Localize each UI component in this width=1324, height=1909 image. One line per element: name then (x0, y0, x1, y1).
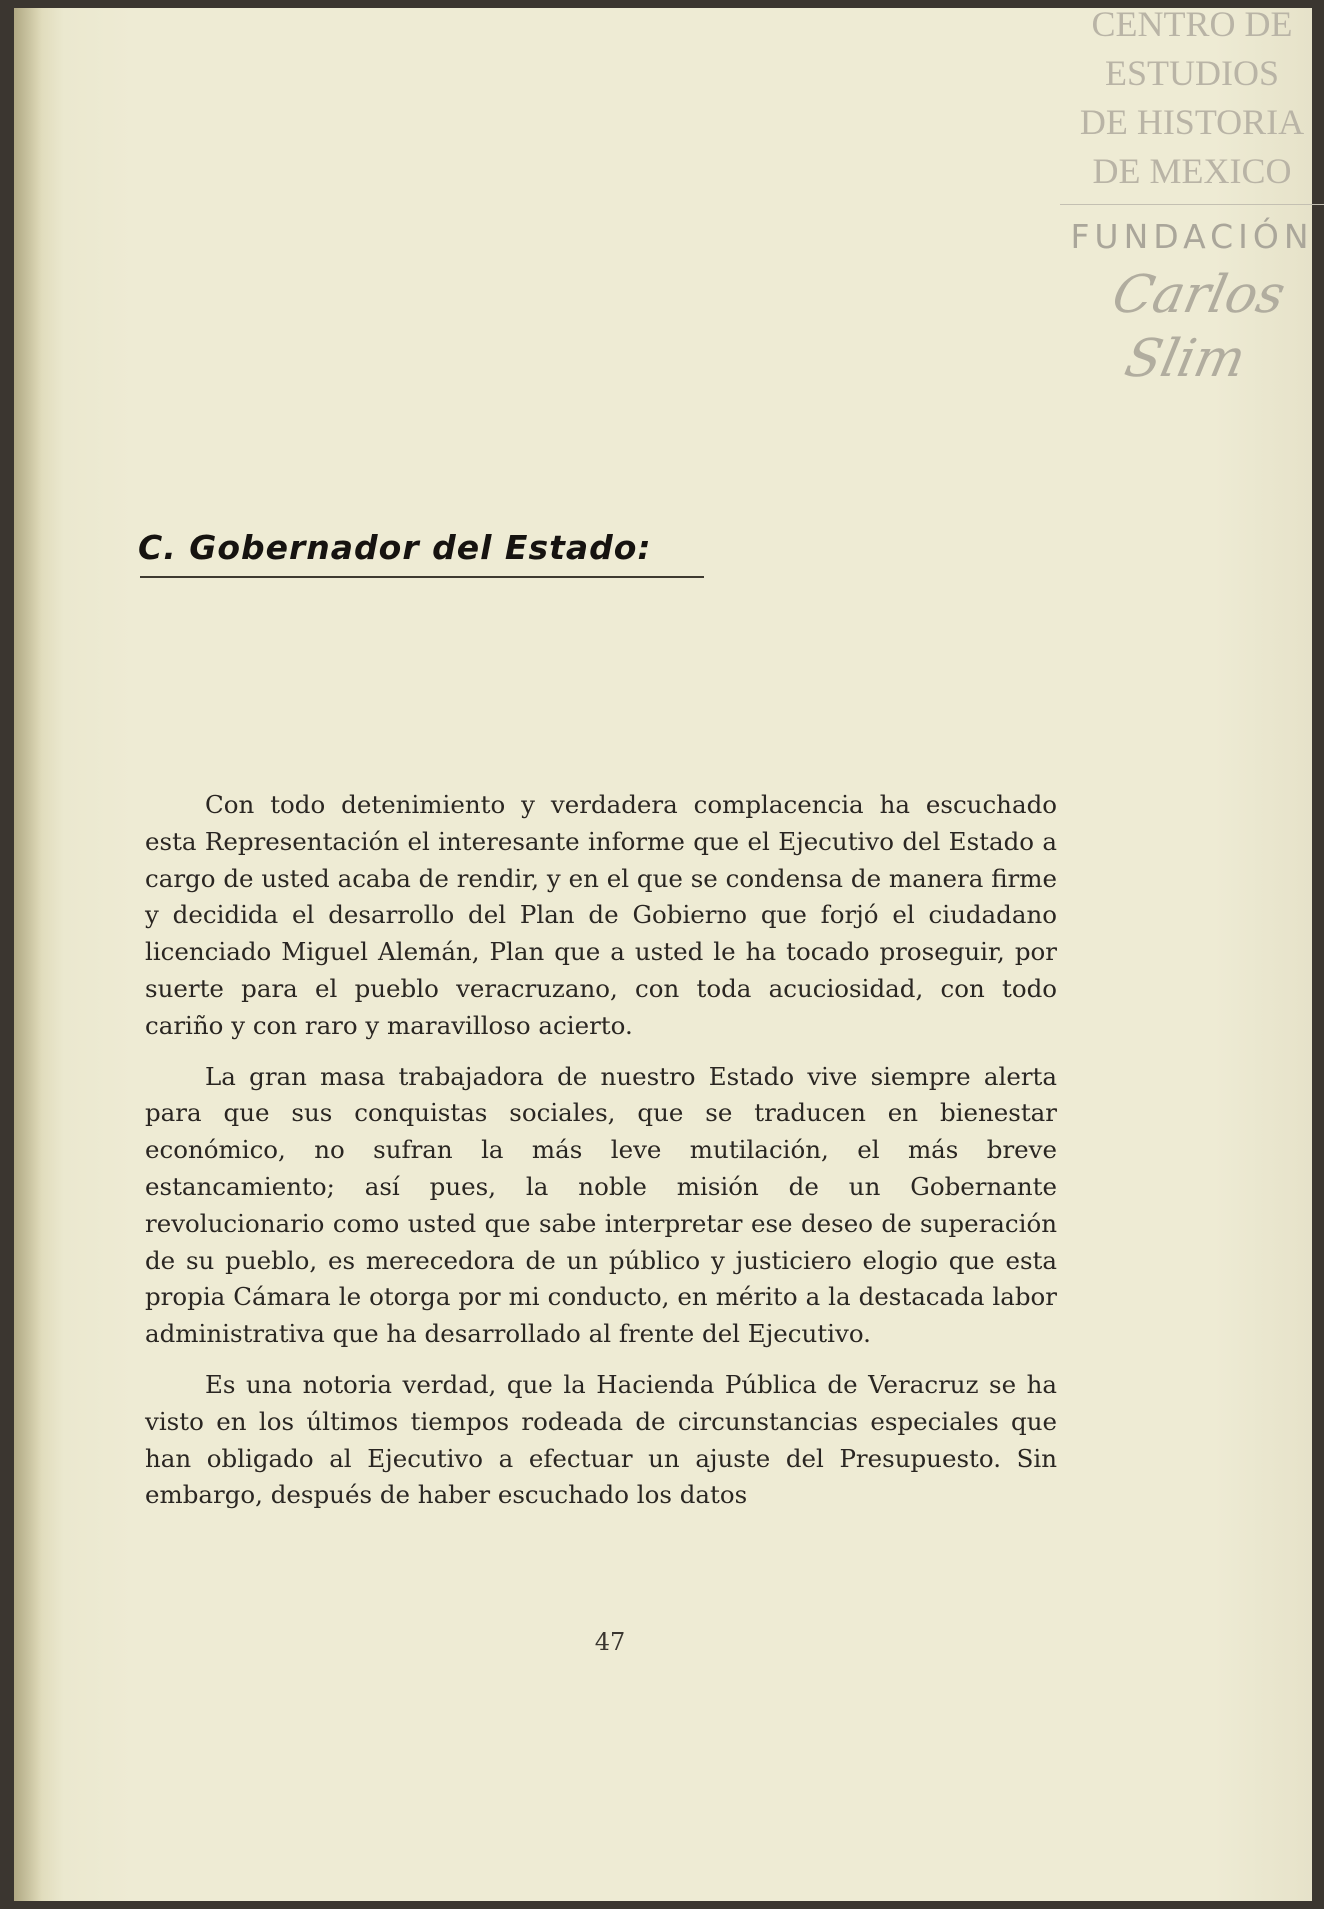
paragraph: Es una notoria verdad, que la Hacienda Pública de Veracruz se ha visto en los últimos tiempos rodeada de circunstancias especiales que han obligado al Ejecutivo a efectuar un ajuste del Presupuesto. Sin embargo, después de haber escuchado los datos (145, 1369, 1057, 1510)
watermark-line: ESTUDIOS (1104, 53, 1279, 93)
watermark-signature: Carlos Slim (1107, 265, 1291, 389)
section-heading: C. Gobernador del Estado: (138, 528, 652, 567)
watermark-line: CENTRO DE (1091, 4, 1293, 44)
watermark-foundation: FUNDACIÓN (1070, 217, 1314, 256)
body-text (145, 787, 1057, 1528)
watermark-line: DE HISTORIA (1079, 102, 1305, 142)
institution-watermark (1060, 0, 1324, 389)
page-number: 47 (594, 1628, 626, 1656)
watermark-line: DE MEXICO (1092, 151, 1292, 191)
heading-underline (140, 576, 704, 578)
paragraph: La gran masa trabajadora de nuestro Estado vive siempre alerta para que sus conquistas sociales, que se traducen en bienestar económico, no sufran la más leve mutilación, el más breve estancamiento; así pues, la noble misión de un Gobernante revolucionario como usted que sabe interpretar ese deseo de superación de su pueblo, es merecedora de un público y justiciero elogio que esta propia Cámara le otorga por mi conducto, en mérito a la destacada labor administrativa que ha desarrollado al frente del Ejecutivo. (145, 1061, 1057, 1349)
paragraph: Con todo detenimiento y verdadera complacencia ha escuchado esta Representación el interesante informe que el Ejecutivo del Estado a cargo de usted acaba de rendir, y en el que se condensa de manera firme y decidida el desarrollo del Plan de Gobierno que forjó el ciudadano licenciado Miguel Alemán, Plan que a usted le ha tocado proseguir, por suerte para el pueblo veracruzano, con toda acuciosidad, con todo cariño y con raro y maravilloso acierto. (145, 790, 1057, 1040)
spine-shadow (14, 8, 42, 1901)
watermark-divider (1060, 204, 1324, 205)
